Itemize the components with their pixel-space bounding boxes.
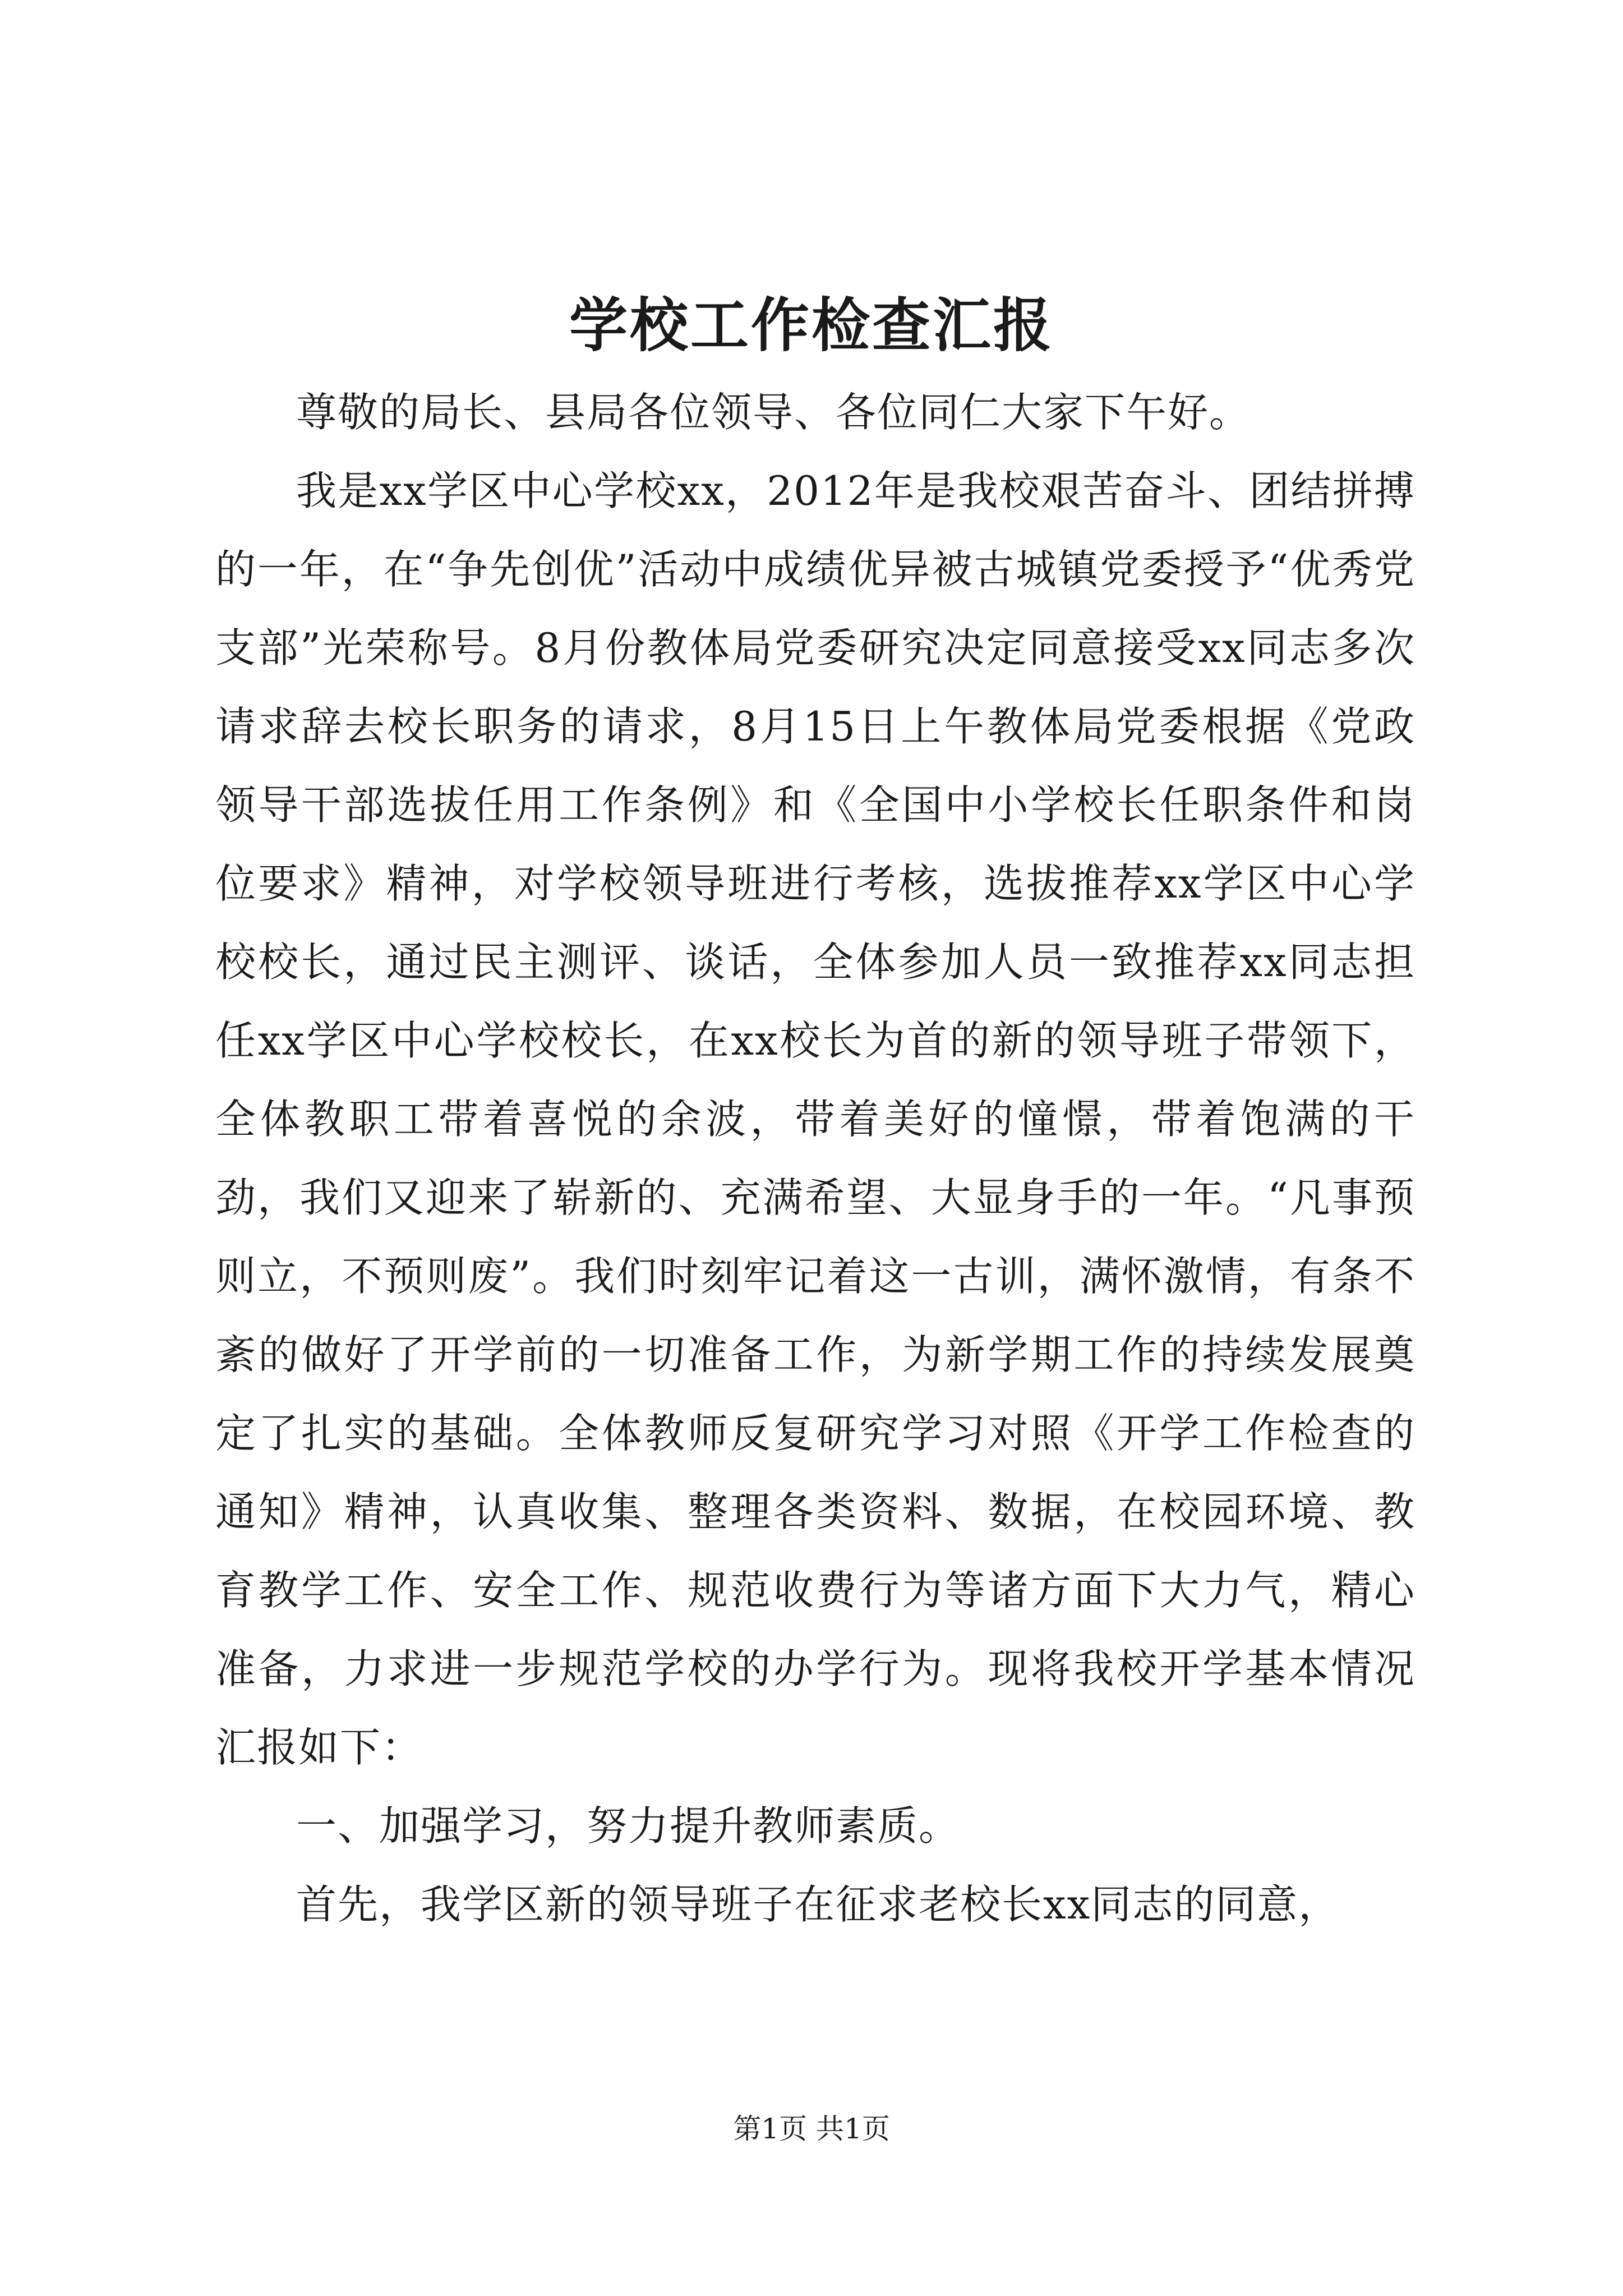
paragraph-section-1: 首先，我学区新的领导班子在征求老校长xx同志的同意， xyxy=(296,1881,1340,1928)
paragraph-introduction: 我是xx学区中心学校xx，2012年是我校艰苦奋斗、团结拼搏的一年，在“争先创优”活动中成绩优异被古城镇党委授予“优秀党支部”光荣称号。8月份教体局党委研究决定同意接受xx同志多次请求辞去校长职务的请求，8月15日上午教体局党委根据《党政领导干部选拔任用工作条例》和《全国中小学校长任职条件和岗位要求》精神，对学校领导班进行考核，选拔推荐xx学区中心学校校长，通过民主测评、谈话，全体参加人员一致推荐xx同志担任xx学区中心学校校长，在xx校长为首的新的领导班子带领下，全体教职工带着喜悦的余波，带着美好的憧憬，带着饱满的干劲，我们又迎来了崭新的、充满希望、大显身手的一年。“凡事预则立，不预则废”。我们时刻牢记着这一古训，满怀激情，有条不紊的做好了开学前的一切准备工作，为新学期工作的持续发展奠定了扎实的基础。全体教师反复研究学习对照《开学工作检查的通知》精神，认真收集、整理各类资料、数据，在校园环境、教育教学工作、安全工作、规范收费行为等诸方面下大力气，精心准备，力求进一步规范学校的办学行为。现将我校开学基本情况汇报如下： xyxy=(215,467,1415,1771)
section-heading-1: 一、加强学习，努力提升教师素质。 xyxy=(296,1802,961,1849)
document-title: 学校工作检查汇报 xyxy=(569,291,1054,360)
page-number-footer: 第1页 共1页 xyxy=(733,2113,890,2145)
document-body xyxy=(215,373,1415,1944)
paragraph-greeting: 尊敬的局长、县局各位领导、各位同仁大家下午好。 xyxy=(296,389,1251,436)
